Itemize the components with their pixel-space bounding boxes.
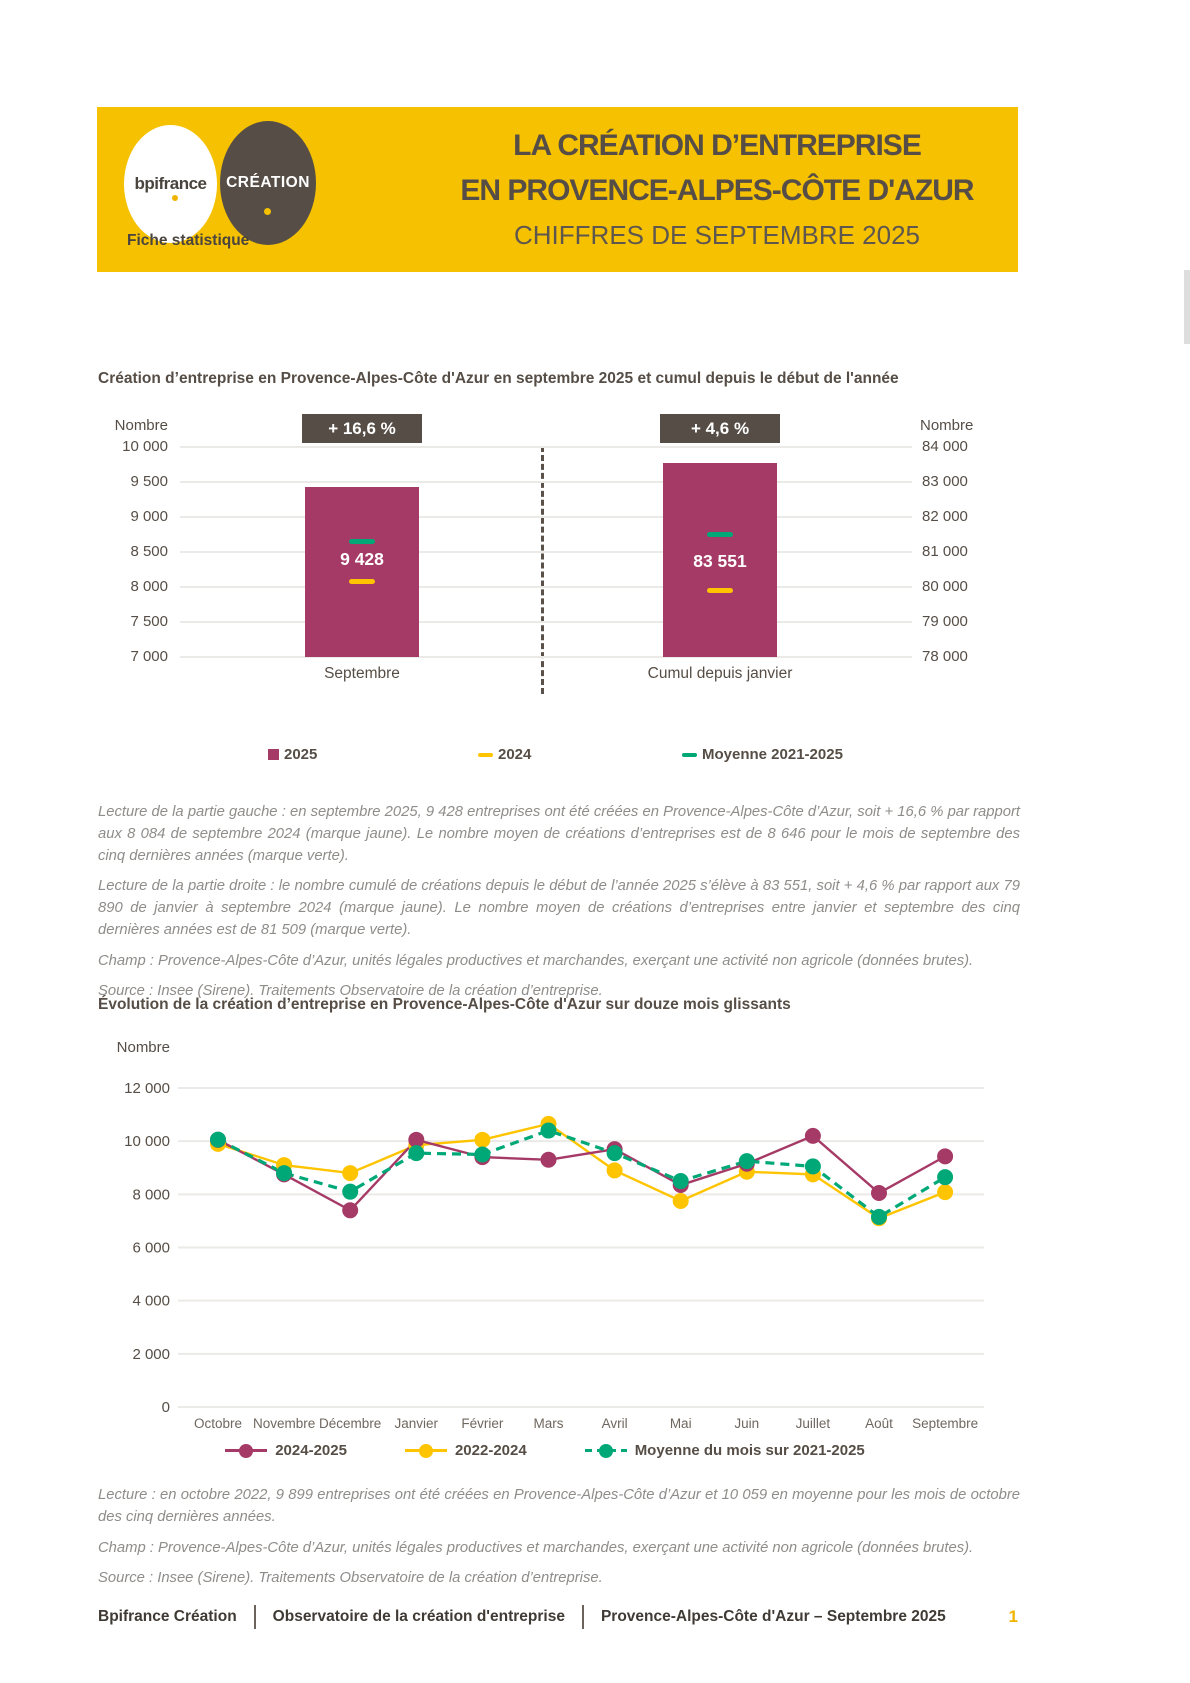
chart1-legend-item-2024 xyxy=(478,746,531,763)
axis-tick-label: 7 500 xyxy=(130,613,168,630)
growth-badge: + 16,6 % xyxy=(302,414,422,443)
axis-tick-label: 8 000 xyxy=(130,578,168,595)
data-point-moyenne-du-mois-sur-2021-2025 xyxy=(937,1169,953,1185)
axis-tick-label: 2 000 xyxy=(132,1345,170,1363)
axis-tick-label: 10 000 xyxy=(122,438,168,455)
category-label: Cumul depuis janvier xyxy=(647,665,793,682)
chart1-notes xyxy=(98,802,1020,1012)
legend-dot-2024-2025 xyxy=(239,1444,253,1458)
month-label: Février xyxy=(461,1416,504,1431)
gridline xyxy=(180,621,912,623)
legend-swatch-2024 xyxy=(478,753,493,757)
gridline xyxy=(180,586,912,588)
month-label: Novembre xyxy=(252,1416,316,1431)
data-point-2022-2024 xyxy=(474,1132,490,1148)
footer-item-brand: Bpifrance Création xyxy=(98,1608,237,1625)
axis-tick-label: 82 000 xyxy=(922,508,968,525)
note-source2: Source : Insee (Sirene). Traitements Observatoire de la création d’entreprise. xyxy=(98,1570,603,1587)
data-point-moyenne-du-mois-sur-2021-2025 xyxy=(871,1209,887,1225)
chart2-legend-item-moyenne xyxy=(585,1442,865,1459)
axis-tick-label: 6 000 xyxy=(132,1239,170,1257)
axis-tick-label: 4 000 xyxy=(132,1292,170,1310)
chart1-axis-title-left: Nombre xyxy=(114,417,168,434)
data-point-2022-2024 xyxy=(673,1193,689,1209)
month-label: Mars xyxy=(533,1416,564,1431)
chart1-canvas xyxy=(100,412,997,782)
creation-dot-icon xyxy=(264,208,271,215)
note-source: Source : Insee (Sirene). Traitements Observatoire de la création d’entreprise. xyxy=(98,983,603,1000)
data-point-2024-2025 xyxy=(805,1128,821,1144)
data-point-2024-2025 xyxy=(937,1148,953,1164)
bpifrance-logo xyxy=(124,125,217,243)
legend-dot-2022-2024 xyxy=(419,1444,433,1458)
axis-tick-label: 9 000 xyxy=(130,508,168,525)
category-label: Septembre xyxy=(324,665,400,682)
bar-2025 xyxy=(305,487,419,657)
mark-moyenne xyxy=(349,539,375,544)
footer-item-region: Provence-Alpes-Côte d'Azur – Septembre 2025 xyxy=(600,1608,946,1625)
header-banner xyxy=(97,107,1018,272)
axis-tick-label: 79 000 xyxy=(922,613,968,630)
bar-value-label: 9 428 xyxy=(340,549,384,570)
chart1-axis-title-right: Nombre xyxy=(920,417,974,434)
legend-swatch-2025 xyxy=(268,749,279,760)
note-lecture-droite: Lecture de la partie droite : le nombre cumulé de créations depuis le début de l’année 2025 s’élève à 83 551, soit + 4,6 % par rapport aux 79 890 de janvier à septembre 2024 (marque jaune). Le nombre moyen de créations d’entreprises entre janvier et septembre des cinq dernières années est de 81 509 (marque verte). xyxy=(98,878,1020,938)
page-title-line2: EN PROVENCE-ALPES-CÔTE D'AZUR xyxy=(460,174,974,207)
axis-tick-label: 83 000 xyxy=(922,473,968,490)
note-champ: Champ : Provence-Alpes-Côte d’Azur, unités légales productives et marchandes, exerçant une activité non agricole (données brutes). xyxy=(98,952,974,969)
month-label: Juillet xyxy=(795,1416,831,1431)
axis-tick-label: 9 500 xyxy=(130,473,168,490)
page-title-line1: LA CRÉATION D’ENTREPRISE xyxy=(513,129,921,162)
axis-tick-label: 8 000 xyxy=(132,1186,170,1204)
axis-tick-label: 80 000 xyxy=(922,578,968,595)
legend-label-moyenne: Moyenne 2021-2025 xyxy=(702,746,843,763)
legend-label-moyenne-mois: Moyenne du mois sur 2021-2025 xyxy=(634,1442,865,1459)
gridline xyxy=(180,656,912,658)
month-label: Avril xyxy=(601,1416,628,1431)
bar-value-label: 83 551 xyxy=(693,550,747,571)
data-point-2022-2024 xyxy=(342,1165,358,1181)
series-line-2022-2024 xyxy=(218,1124,945,1218)
data-point-2024-2025 xyxy=(541,1152,557,1168)
page-number: 1 xyxy=(1008,1607,1018,1626)
note-champ2: Champ : Provence-Alpes-Côte d’Azur, unités légales productives et marchandes, exerçant une activité non agricole (données brutes). xyxy=(98,1539,974,1556)
legend-dot-moyenne xyxy=(599,1444,613,1458)
axis-tick-label: 8 500 xyxy=(130,543,168,560)
data-point-2024-2025 xyxy=(342,1202,358,1218)
data-point-moyenne-du-mois-sur-2021-2025 xyxy=(474,1146,490,1162)
footer xyxy=(98,1605,1018,1629)
footer-separator xyxy=(582,1605,584,1629)
chart2-notes xyxy=(98,1485,1020,1599)
data-point-2024-2025 xyxy=(871,1185,887,1201)
axis-tick-label: 7 000 xyxy=(130,648,168,665)
legend-line-moyenne xyxy=(585,1449,627,1452)
month-label: Septembre xyxy=(912,1416,979,1431)
mark-2024 xyxy=(707,588,733,593)
data-point-moyenne-du-mois-sur-2021-2025 xyxy=(607,1145,623,1161)
axis-tick-label: 10 000 xyxy=(124,1133,170,1151)
note-lecture2: Lecture : en octobre 2022, 9 899 entreprises ont été créées en Provence-Alpes-Côte d’Azur et 10 059 en moyenne pour les mois de octobre des cinq dernières années. xyxy=(98,1487,1020,1525)
legend-label-2024: 2024 xyxy=(498,746,532,763)
month-label: Août xyxy=(865,1416,893,1431)
month-label: Octobre xyxy=(193,1416,243,1431)
scrollbar-thumb[interactable] xyxy=(1184,270,1190,344)
data-point-moyenne-du-mois-sur-2021-2025 xyxy=(408,1145,424,1161)
data-point-moyenne-du-mois-sur-2021-2025 xyxy=(739,1153,755,1169)
month-label: Juin xyxy=(734,1416,760,1431)
note-lecture-gauche: Lecture de la partie gauche : en septembre 2025, 9 428 entreprises ont été créées en Provence-Alpes-Côte d’Azur, soit + 16,6 % par rapport aux 8 084 de septembre 2024 (marque jaune). Le nombre moyen de créations d’entreprises est de 8 646 pour le mois de septembre des cinq dernières années (marque verte). xyxy=(98,804,1020,864)
creation-wordmark: CRÉATION xyxy=(226,174,310,191)
title-block xyxy=(417,123,1017,255)
footer-separator xyxy=(254,1605,256,1629)
chart2-legend-item-2022-2024 xyxy=(405,1442,527,1459)
chart1-legend-item-2025 xyxy=(268,746,317,763)
data-point-moyenne-du-mois-sur-2021-2025 xyxy=(276,1165,292,1181)
axis-tick-label: 12 000 xyxy=(124,1080,170,1097)
footer-item-observatoire: Observatoire de la création d'entreprise xyxy=(272,1608,565,1625)
legend-line-2024-2025 xyxy=(225,1449,267,1452)
chart2-canvas xyxy=(100,1030,990,1480)
chart1-legend-item-moyenne xyxy=(682,746,843,763)
data-point-moyenne-du-mois-sur-2021-2025 xyxy=(805,1158,821,1174)
data-point-moyenne-du-mois-sur-2021-2025 xyxy=(541,1123,557,1139)
axis-tick-label: 81 000 xyxy=(922,543,968,560)
gridline xyxy=(180,481,912,483)
data-point-moyenne-du-mois-sur-2021-2025 xyxy=(673,1173,689,1189)
legend-swatch-moyenne xyxy=(682,753,697,757)
month-label: Décembre xyxy=(319,1416,382,1431)
legend-label-2022-2024: 2022-2024 xyxy=(454,1442,527,1459)
legend-line-2022-2024 xyxy=(405,1449,447,1452)
mark-moyenne xyxy=(707,532,733,537)
page-subtitle: CHIFFRES DE SEPTEMBRE 2025 xyxy=(514,220,920,250)
month-label: Janvier xyxy=(394,1416,439,1431)
series-line-moyenne-du-mois-sur-2021-2025 xyxy=(218,1131,945,1217)
growth-badge: + 4,6 % xyxy=(660,414,780,443)
data-point-moyenne-du-mois-sur-2021-2025 xyxy=(342,1184,358,1200)
axis-tick-label: 84 000 xyxy=(922,438,968,455)
axis-tick-label: 0 xyxy=(161,1399,170,1416)
data-point-2022-2024 xyxy=(607,1162,623,1178)
chart1-title: Création d’entreprise en Provence-Alpes-Côte d'Azur en septembre 2025 et cumul depuis le début de l'année xyxy=(98,370,899,387)
chart2-svg xyxy=(100,1030,990,1435)
bpifrance-dot-icon xyxy=(172,195,178,201)
mark-2024 xyxy=(349,579,375,584)
creation-logo xyxy=(220,121,316,245)
bpifrance-wordmark: bpifrance xyxy=(134,174,207,193)
gridline xyxy=(180,446,912,448)
chart2-legend-item-2024-2025 xyxy=(225,1442,347,1459)
gridline xyxy=(180,516,912,518)
legend-label-2025: 2025 xyxy=(284,746,318,763)
month-label: Mai xyxy=(669,1416,692,1431)
chart2-legend xyxy=(100,1442,990,1459)
axis-tick-label: 78 000 xyxy=(922,648,968,665)
legend-label-2024-2025: 2024-2025 xyxy=(275,1442,347,1459)
chart2-axis-title: Nombre xyxy=(116,1039,170,1056)
tagline: Fiche statistique xyxy=(127,232,250,249)
data-point-moyenne-du-mois-sur-2021-2025 xyxy=(210,1132,226,1148)
chart2-title: Évolution de la création d’entreprise en Provence-Alpes-Côte d'Azur sur douze mois glissants xyxy=(98,996,791,1013)
data-point-2022-2024 xyxy=(937,1184,953,1200)
